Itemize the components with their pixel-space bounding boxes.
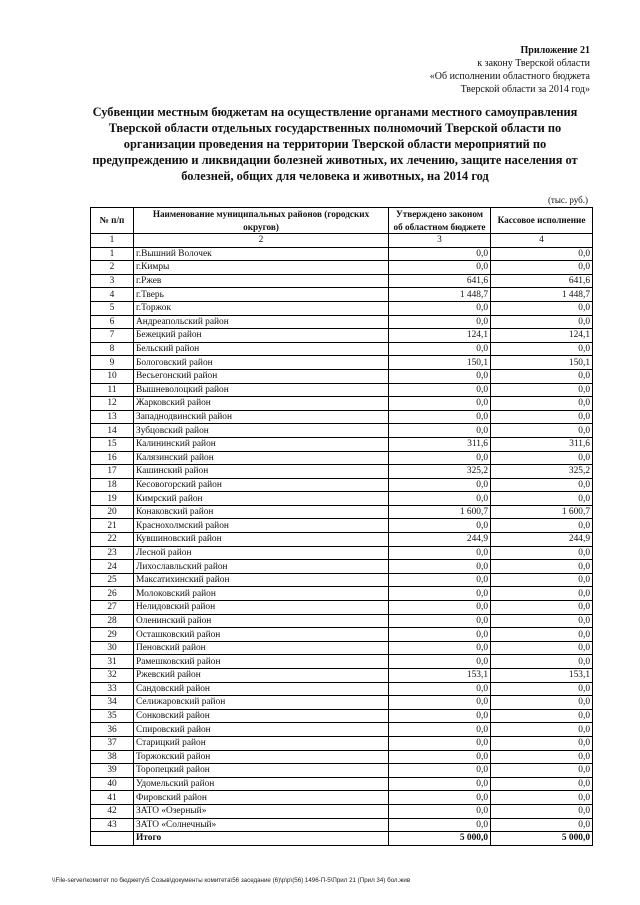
row-name: г.Вышний Волочек	[134, 247, 389, 261]
row-executed: 244,9	[491, 533, 593, 547]
row-name: г.Тверь	[134, 288, 389, 302]
row-name: Кесовогорский район	[134, 478, 389, 492]
column-number: 4	[491, 234, 593, 248]
table-row	[91, 723, 593, 737]
row-number: 6	[91, 315, 134, 329]
row-name: Молоковский район	[134, 587, 389, 601]
row-name: Нелидовский район	[134, 601, 389, 615]
row-name: г.Кимры	[134, 261, 389, 275]
row-name: Максатихинский район	[134, 573, 389, 587]
row-executed: 0,0	[491, 369, 593, 383]
table-row	[91, 288, 593, 302]
row-approved: 0,0	[389, 247, 491, 261]
row-executed: 0,0	[491, 397, 593, 411]
row-executed: 153,1	[491, 669, 593, 683]
total-approved: 5 000,0	[389, 832, 491, 846]
total-executed: 5 000,0	[491, 832, 593, 846]
table-row	[91, 492, 593, 506]
row-name: Кувшиновский район	[134, 533, 389, 547]
row-number: 41	[91, 791, 134, 805]
row-executed: 0,0	[491, 709, 593, 723]
subsidies-table	[90, 207, 593, 846]
row-number: 34	[91, 696, 134, 710]
row-executed: 0,0	[491, 777, 593, 791]
row-executed: 0,0	[491, 791, 593, 805]
row-name: Спировский район	[134, 723, 389, 737]
row-number: 27	[91, 601, 134, 615]
row-name: Весьегонский район	[134, 369, 389, 383]
row-number: 18	[91, 478, 134, 492]
table-row	[91, 301, 593, 315]
row-name: Торжокский район	[134, 750, 389, 764]
header-approved: Утверждено законом об областном бюджете	[389, 208, 491, 234]
row-number: 33	[91, 682, 134, 696]
table-row	[91, 505, 593, 519]
row-number: 26	[91, 587, 134, 601]
row-name: Вышневолоцкий район	[134, 383, 389, 397]
table-row	[91, 397, 593, 411]
row-name: Западнодвинский район	[134, 410, 389, 424]
row-approved: 0,0	[389, 709, 491, 723]
table-row	[91, 437, 593, 451]
row-name: г.Ржев	[134, 274, 389, 288]
row-approved: 0,0	[389, 560, 491, 574]
table-row	[91, 777, 593, 791]
table-row	[91, 614, 593, 628]
row-name: Кимрский район	[134, 492, 389, 506]
row-number: 11	[91, 383, 134, 397]
row-number: 38	[91, 750, 134, 764]
row-executed: 0,0	[491, 750, 593, 764]
row-executed: 0,0	[491, 818, 593, 832]
row-approved: 0,0	[389, 451, 491, 465]
table-row	[91, 356, 593, 370]
table-row	[91, 546, 593, 560]
total-row	[91, 832, 593, 846]
appendix-line: «Об исполнении областного бюджета	[429, 71, 590, 82]
row-approved: 0,0	[389, 424, 491, 438]
row-number: 28	[91, 614, 134, 628]
row-executed: 0,0	[491, 573, 593, 587]
row-approved: 0,0	[389, 723, 491, 737]
table-row	[91, 274, 593, 288]
table-row	[91, 750, 593, 764]
header-num: № п/п	[91, 208, 134, 234]
table-row	[91, 818, 593, 832]
header-executed: Кассовое исполнение	[491, 208, 593, 234]
row-approved: 0,0	[389, 573, 491, 587]
table-row	[91, 315, 593, 329]
row-number: 22	[91, 533, 134, 547]
row-approved: 0,0	[389, 519, 491, 533]
row-number: 16	[91, 451, 134, 465]
row-approved: 0,0	[389, 804, 491, 818]
table-row	[91, 410, 593, 424]
row-executed: 0,0	[491, 247, 593, 261]
row-name: ЗАТО «Озерный»	[134, 804, 389, 818]
row-executed: 0,0	[491, 451, 593, 465]
row-approved: 0,0	[389, 614, 491, 628]
row-executed: 0,0	[491, 682, 593, 696]
row-approved: 0,0	[389, 492, 491, 506]
row-executed: 124,1	[491, 329, 593, 343]
row-number: 35	[91, 709, 134, 723]
row-number: 7	[91, 329, 134, 343]
column-number-row	[91, 234, 593, 248]
row-number: 32	[91, 669, 134, 683]
row-executed: 0,0	[491, 736, 593, 750]
table-header-row	[91, 208, 593, 234]
row-approved: 311,6	[389, 437, 491, 451]
row-name: Бельский район	[134, 342, 389, 356]
column-number: 3	[389, 234, 491, 248]
row-name: Краснохолмский район	[134, 519, 389, 533]
table-row	[91, 560, 593, 574]
row-number: 20	[91, 505, 134, 519]
row-executed: 0,0	[491, 301, 593, 315]
appendix-line: Тверской области за 2014 год»	[460, 84, 590, 95]
row-number: 37	[91, 736, 134, 750]
row-approved: 0,0	[389, 641, 491, 655]
table-row	[91, 682, 593, 696]
row-name: Лесной район	[134, 546, 389, 560]
row-executed: 0,0	[491, 560, 593, 574]
table-row	[91, 451, 593, 465]
row-number: 30	[91, 641, 134, 655]
row-number: 10	[91, 369, 134, 383]
row-executed: 0,0	[491, 546, 593, 560]
row-executed: 0,0	[491, 601, 593, 615]
row-executed: 1 600,7	[491, 505, 593, 519]
row-approved: 0,0	[389, 410, 491, 424]
row-name: Удомельский район	[134, 777, 389, 791]
row-number: 23	[91, 546, 134, 560]
row-approved: 150,1	[389, 356, 491, 370]
row-name: Калининский район	[134, 437, 389, 451]
row-executed: 150,1	[491, 356, 593, 370]
row-name: Лихославльский район	[134, 560, 389, 574]
row-executed: 0,0	[491, 764, 593, 778]
table-row	[91, 383, 593, 397]
row-number: 39	[91, 764, 134, 778]
row-number: 17	[91, 465, 134, 479]
row-executed: 0,0	[491, 342, 593, 356]
table-row	[91, 573, 593, 587]
row-executed: 0,0	[491, 519, 593, 533]
row-number: 9	[91, 356, 134, 370]
table-row	[91, 641, 593, 655]
row-executed: 0,0	[491, 410, 593, 424]
row-name: Андреапольский район	[134, 315, 389, 329]
row-approved: 0,0	[389, 818, 491, 832]
row-name: Сандовский район	[134, 682, 389, 696]
row-number: 2	[91, 261, 134, 275]
row-approved: 153,1	[389, 669, 491, 683]
row-executed: 0,0	[491, 261, 593, 275]
row-approved: 325,2	[389, 465, 491, 479]
row-name: Старицкий район	[134, 736, 389, 750]
row-approved: 1 600,7	[389, 505, 491, 519]
row-approved: 244,9	[389, 533, 491, 547]
row-number: 42	[91, 804, 134, 818]
table-row	[91, 533, 593, 547]
row-executed: 0,0	[491, 492, 593, 506]
row-name: Фировский район	[134, 791, 389, 805]
row-approved: 0,0	[389, 655, 491, 669]
table-row	[91, 709, 593, 723]
row-number: 5	[91, 301, 134, 315]
appendix-block	[430, 44, 590, 96]
row-approved: 641,6	[389, 274, 491, 288]
row-name: Калязинский район	[134, 451, 389, 465]
row-number: 24	[91, 560, 134, 574]
row-name: ЗАТО «Солнечный»	[134, 818, 389, 832]
table-row	[91, 519, 593, 533]
row-approved: 0,0	[389, 601, 491, 615]
row-name: Сонковский район	[134, 709, 389, 723]
row-approved: 0,0	[389, 342, 491, 356]
row-executed: 0,0	[491, 723, 593, 737]
row-executed: 0,0	[491, 804, 593, 818]
row-number: 31	[91, 655, 134, 669]
row-approved: 0,0	[389, 546, 491, 560]
row-number: 3	[91, 274, 134, 288]
table-body	[91, 247, 593, 832]
row-name: Кашинский район	[134, 465, 389, 479]
table-row	[91, 342, 593, 356]
table-row	[91, 601, 593, 615]
row-number: 25	[91, 573, 134, 587]
header-name: Наименование муниципальных районов (городских округов)	[134, 208, 389, 234]
row-name: Торопецкий район	[134, 764, 389, 778]
unit-label: (тыс. руб.)	[547, 195, 588, 205]
row-executed: 0,0	[491, 424, 593, 438]
row-executed: 1 448,7	[491, 288, 593, 302]
row-approved: 1 448,7	[389, 288, 491, 302]
row-executed: 0,0	[491, 696, 593, 710]
table-row	[91, 369, 593, 383]
row-executed: 641,6	[491, 274, 593, 288]
column-number: 2	[134, 234, 389, 248]
row-number: 13	[91, 410, 134, 424]
row-name: Бежецкий район	[134, 329, 389, 343]
row-approved: 0,0	[389, 736, 491, 750]
row-number: 8	[91, 342, 134, 356]
table-row	[91, 628, 593, 642]
row-executed: 0,0	[491, 641, 593, 655]
table-row	[91, 424, 593, 438]
row-name: Бологовский район	[134, 356, 389, 370]
table-row	[91, 669, 593, 683]
row-executed: 311,6	[491, 437, 593, 451]
row-name: Осташковский район	[134, 628, 389, 642]
row-executed: 0,0	[491, 315, 593, 329]
row-number: 43	[91, 818, 134, 832]
table-row	[91, 791, 593, 805]
row-name: Ржевский район	[134, 669, 389, 683]
table-row	[91, 261, 593, 275]
row-approved: 0,0	[389, 696, 491, 710]
row-approved: 124,1	[389, 329, 491, 343]
row-name: Оленинский район	[134, 614, 389, 628]
row-number: 36	[91, 723, 134, 737]
table-row	[91, 329, 593, 343]
total-label: Итого	[134, 832, 389, 846]
row-approved: 0,0	[389, 777, 491, 791]
row-number: 19	[91, 492, 134, 506]
appendix-title: Приложение 21	[520, 45, 590, 56]
row-name: Зубцовский район	[134, 424, 389, 438]
total-num-cell	[91, 832, 134, 846]
row-name: Конаковский район	[134, 505, 389, 519]
row-number: 15	[91, 437, 134, 451]
row-executed: 0,0	[491, 383, 593, 397]
table-row	[91, 247, 593, 261]
row-approved: 0,0	[389, 315, 491, 329]
row-number: 40	[91, 777, 134, 791]
row-approved: 0,0	[389, 369, 491, 383]
row-number: 14	[91, 424, 134, 438]
row-approved: 0,0	[389, 383, 491, 397]
row-approved: 0,0	[389, 628, 491, 642]
row-name: Рамешковский район	[134, 655, 389, 669]
row-number: 21	[91, 519, 134, 533]
row-approved: 0,0	[389, 397, 491, 411]
row-approved: 0,0	[389, 682, 491, 696]
table-row	[91, 465, 593, 479]
row-executed: 0,0	[491, 628, 593, 642]
table-row	[91, 655, 593, 669]
row-approved: 0,0	[389, 478, 491, 492]
table-row	[91, 696, 593, 710]
row-approved: 0,0	[389, 301, 491, 315]
table-row	[91, 764, 593, 778]
table-row	[91, 804, 593, 818]
row-approved: 0,0	[389, 750, 491, 764]
row-number: 29	[91, 628, 134, 642]
row-executed: 325,2	[491, 465, 593, 479]
column-number: 1	[91, 234, 134, 248]
row-executed: 0,0	[491, 478, 593, 492]
row-approved: 0,0	[389, 587, 491, 601]
row-name: г.Торжок	[134, 301, 389, 315]
row-number: 1	[91, 247, 134, 261]
table-row	[91, 478, 593, 492]
row-approved: 0,0	[389, 764, 491, 778]
file-path-footer: \\File-server\комитет по бюджету\5 Созыв\документы комитета\56 заседание (6)\p\p\(56) 1496-П-5\Прил 21 (Прил 34) бол.жив	[52, 877, 411, 884]
row-executed: 0,0	[491, 655, 593, 669]
table-row	[91, 736, 593, 750]
row-number: 12	[91, 397, 134, 411]
row-executed: 0,0	[491, 587, 593, 601]
row-approved: 0,0	[389, 261, 491, 275]
document-title: Субвенции местным бюджетам на осуществление органами местного самоуправления Тверской области отдельных государственных полномочий Тверской области по организации проведения на территории Тверской области мероприятий по предупреждению и ликвидации болезней животных, их лечению, защите населения от болезней, общих для человека и животных, на 2014 год	[92, 105, 578, 183]
appendix-line: к закону Тверской области	[477, 58, 590, 69]
row-number: 4	[91, 288, 134, 302]
row-name: Пеновский район	[134, 641, 389, 655]
row-executed: 0,0	[491, 614, 593, 628]
row-name: Селижаровский район	[134, 696, 389, 710]
row-name: Жарковский район	[134, 397, 389, 411]
row-approved: 0,0	[389, 791, 491, 805]
table-row	[91, 587, 593, 601]
